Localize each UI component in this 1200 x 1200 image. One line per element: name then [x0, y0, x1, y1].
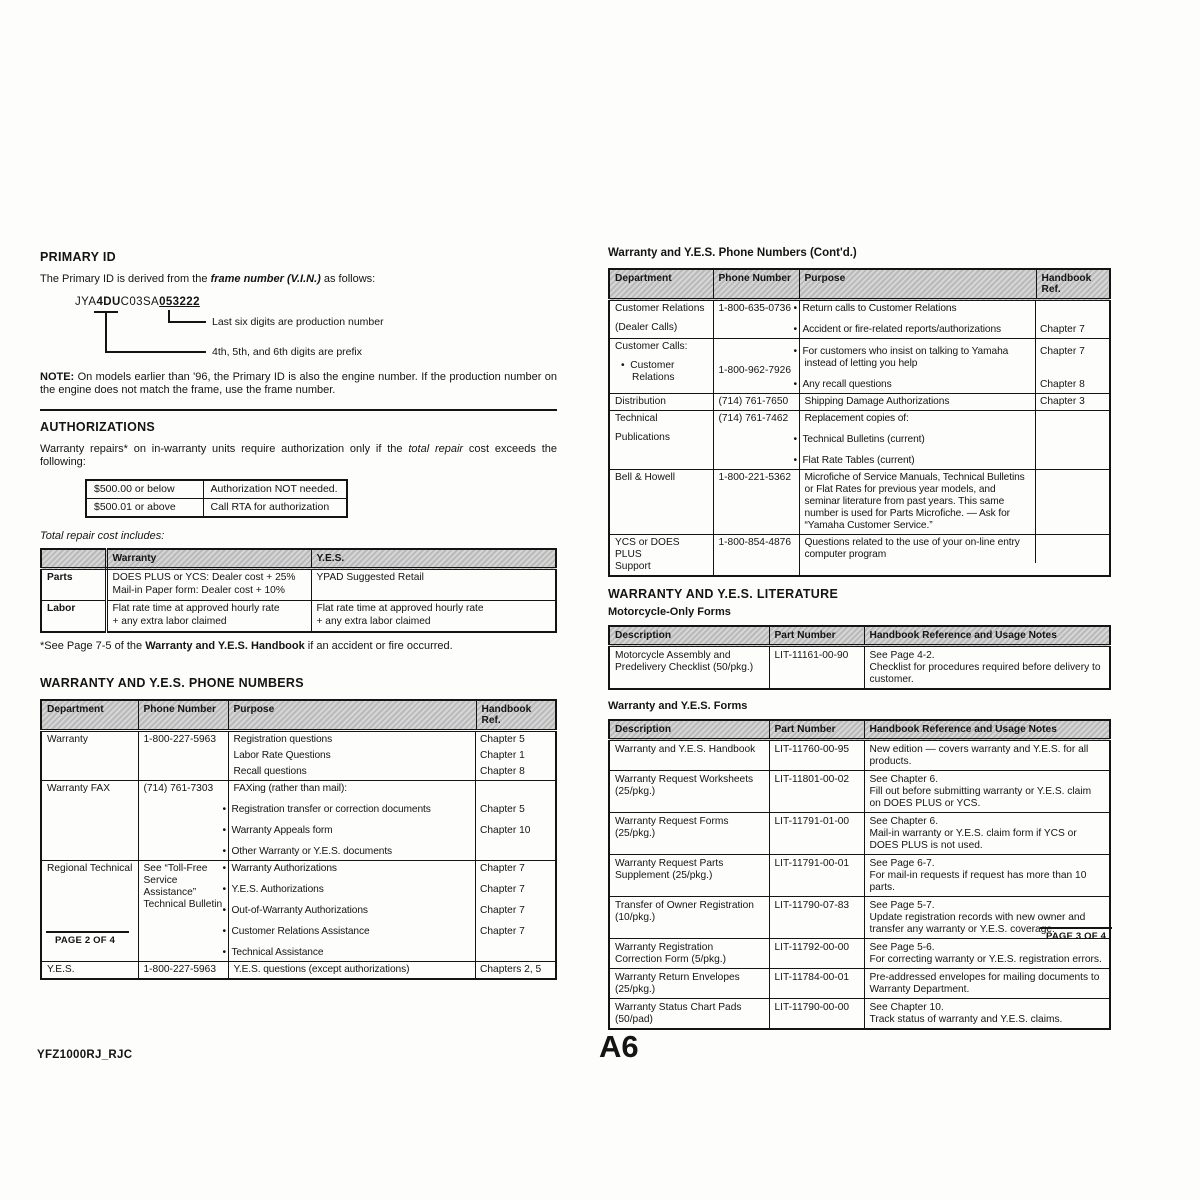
cell-line: Transfer of Owner Registration [615, 899, 754, 911]
purpose-ref-line [229, 748, 556, 764]
table-row [609, 969, 1110, 999]
purpose-text: Replacement copies of: [804, 413, 909, 424]
notes-cell [864, 855, 1110, 897]
cell-line: For mail-in requests if request has more than 10 parts. [869, 869, 1087, 893]
footer-rule-right [1040, 927, 1112, 929]
purpose-ref-line [800, 317, 1110, 338]
description-cell [609, 969, 769, 999]
vin-segment: JYA [75, 295, 97, 308]
document-code: YFZ1000RJ_RJC [37, 1049, 133, 1061]
warranty-forms-heading: Warranty and Y.E.S. Forms [608, 700, 748, 712]
cell-line: Flat rate time at approved hourly rate [112, 603, 280, 614]
page-number-right: PAGE 3 OF 4 [1046, 931, 1107, 942]
department-bullet: • Customer Relations [615, 360, 708, 384]
primary-id-note [40, 371, 557, 398]
notes-cell [864, 969, 1110, 999]
purpose-bullet: • Any recall questions [800, 372, 1036, 393]
part-number: LIT-11791-00-01 [769, 855, 864, 897]
cell-line: YPAD Suggested Retail [316, 572, 424, 583]
table-row [41, 860, 556, 961]
description-cell [609, 999, 769, 1030]
handbook-ref [475, 781, 555, 797]
table-row [609, 394, 1110, 411]
table-row [609, 470, 1110, 535]
department: Y.E.S. [47, 963, 75, 975]
description-cell [609, 939, 769, 969]
col-header-purpose: Purpose [228, 700, 476, 731]
notes-cell [864, 646, 1110, 690]
handbook-ref: Chapter 7 [475, 861, 555, 877]
auth-intro-text-end: cost exceeds the following: [40, 442, 557, 468]
col-header-description: Description [609, 720, 769, 740]
page-label: A6 [599, 1029, 639, 1064]
notes-cell [864, 813, 1110, 855]
cell-line: See Page 5-7. [869, 899, 935, 911]
department: Bell & Howell [615, 472, 676, 483]
part-number: LIT-11790-00-00 [769, 999, 864, 1030]
cell-line: + any extra labor claimed [316, 616, 431, 627]
phone-number: (714) 761-7650 [713, 394, 799, 411]
table-row [609, 646, 1110, 690]
purpose-text: Labor Rate Questions [233, 749, 331, 761]
department: Customer Relations [615, 303, 705, 314]
cell-line: Warranty Status Chart Pads [615, 1001, 742, 1013]
cell-line: Motorcycle Assembly and [615, 649, 731, 661]
threshold-action: Call RTA for authorization [203, 498, 347, 517]
primary-id-heading: PRIMARY ID [40, 250, 116, 264]
table-row [41, 730, 556, 780]
authorization-threshold-table [85, 479, 348, 518]
department-line: Support [615, 561, 651, 572]
cell-line: See Page 6-7. [869, 857, 935, 869]
left-page-column [40, 250, 557, 980]
table-row [41, 601, 556, 633]
cost-row-label: Parts [41, 569, 106, 601]
cell-line: Warranty Request Forms [615, 815, 729, 827]
frame-number-emphasis: frame number (V.I.N.) [210, 273, 321, 285]
purpose-text: Recall questions [233, 765, 307, 777]
page-number-left: PAGE 2 OF 4 [55, 935, 116, 946]
cell-line: (50/pad) [615, 1013, 653, 1025]
handbook-ref [475, 839, 555, 860]
table-row [86, 498, 347, 517]
part-number: LIT-11784-00-01 [769, 969, 864, 999]
cell-line: DOES PLUS or YCS: Dealer cost + 25% [112, 572, 296, 583]
handbook-ref [1035, 470, 1109, 534]
intro-text: The Primary ID is derived from the [40, 273, 211, 285]
motorcycle-forms-heading: Motorcycle-Only Forms [608, 606, 731, 618]
handbook-ref: Chapters 2, 5 [475, 962, 555, 978]
notes-cell [864, 740, 1110, 771]
warranty-cell [106, 601, 311, 633]
col-header-usage-notes: Handbook Reference and Usage Notes [864, 626, 1110, 646]
table-row [609, 855, 1110, 897]
motorcycle-forms-table [608, 625, 1111, 690]
cell-line: Warranty Request Parts [615, 857, 724, 869]
notes-cell [864, 771, 1110, 813]
vin-segment-production: 053222 [159, 295, 200, 308]
cell-line: See Chapter 10. [869, 1001, 944, 1013]
part-number: LIT-11161-00-90 [769, 646, 864, 690]
threshold-range: $500.01 or above [86, 498, 203, 517]
purpose-bullet: • Accident or fire-related reports/authorizations [800, 317, 1036, 338]
phone-number: 1-800-962-7926 [713, 339, 799, 394]
handbook-ref [1035, 411, 1109, 427]
handbook-title-emphasis: Warranty and Y.E.S. Handbook [145, 640, 305, 652]
table-row [609, 411, 1110, 470]
purpose-ref-line [800, 411, 1110, 427]
handbook-ref: Chapter 8 [475, 764, 555, 780]
repair-cost-table [40, 548, 557, 633]
department-line: (Dealer Calls) [615, 322, 678, 333]
purpose-ref-line [229, 940, 556, 961]
handbook-ref: Chapter 10 [475, 818, 555, 839]
purpose-bullet: • Registration transfer or correction documents [229, 797, 476, 818]
part-number: LIT-11792-00-00 [769, 939, 864, 969]
table-header-row [41, 700, 556, 731]
cell-line: (25/pkg.) [615, 827, 656, 839]
handbook-ref [1035, 535, 1109, 563]
phone-number: (714) 761-7303 [138, 780, 228, 860]
col-header-description: Description [609, 626, 769, 646]
right-page-column [608, 247, 1111, 1032]
purpose-bullet: • Return calls to Customer Relations [800, 301, 1036, 317]
purpose-text: FAXing (rather than mail): [233, 782, 347, 794]
description-cell [609, 646, 769, 690]
cell-line: Flat rate time at approved hourly rate [316, 603, 484, 614]
col-header-phone-number: Phone Number [713, 269, 799, 300]
threshold-range: $500.00 or below [86, 480, 203, 499]
cell-line: New edition — covers warranty and Y.E.S. for all products. [869, 743, 1089, 767]
purpose-ref-line [229, 898, 556, 919]
authorizations-heading: AUTHORIZATIONS [40, 419, 156, 434]
purpose-bullet: • Y.E.S. Authorizations [229, 877, 476, 898]
purpose-text: Registration questions [233, 733, 333, 745]
note-text: On models earlier than '96, the Primary ID is also the engine number. If the production number on the engine does not match the frame, use the frame number. [40, 370, 557, 396]
vin-prefix-callout: 4th, 5th, and 6th digits are prefix [212, 345, 363, 358]
purpose-text: Shipping Damage Authorizations [804, 396, 950, 407]
cell-line: See Page 5-6. [869, 941, 935, 953]
authorizations-intro [40, 443, 557, 470]
table-row [609, 535, 1110, 577]
part-number: LIT-11790-07-83 [769, 897, 864, 939]
purpose-ref-line [800, 470, 1110, 534]
section-divider [40, 409, 557, 411]
cell-line: Warranty and Y.E.S. Handbook [615, 743, 756, 755]
col-header-phone-number: Phone Number [138, 700, 228, 731]
description-cell [609, 740, 769, 771]
phone-number: (714) 761-7462 [713, 411, 799, 470]
department-line: Publications [615, 432, 670, 443]
table-row [609, 999, 1110, 1030]
table-row [609, 813, 1110, 855]
cell-line: Update registration records with new owner and transfer any warranty or Y.E.S. coverage. [869, 911, 1086, 935]
purpose-bullet: • Technical Assistance [229, 940, 476, 961]
yes-cell [311, 601, 556, 633]
vin-connector-line [105, 351, 206, 353]
literature-heading: WARRANTY AND Y.E.S. LITERATURE [608, 587, 839, 601]
purpose-bullet: • Warranty Authorizations [229, 861, 476, 877]
department: YCS or DOES PLUS [615, 537, 680, 560]
purpose-text: Microfiche of Service Manuals, Technical Bulletins or Flat Rates for previous year models, and seminar literature from past years. This same number is used for Parts Microfiche. — Ask for “Yamaha Customer Service.” [804, 472, 1025, 531]
purpose-bullet: • Technical Bulletins (current) [800, 427, 1036, 448]
purpose-bullet: • For customers who insist on talking to Yamaha instead of letting you help [800, 339, 1036, 372]
purpose-ref-line [229, 732, 556, 748]
purpose-ref-line [229, 861, 556, 877]
purpose-ref-line [229, 781, 556, 797]
handbook-ref: Chapter 7 [475, 919, 555, 940]
handbook-ref: Chapter 1 [475, 748, 555, 764]
purpose-ref-line [800, 427, 1110, 448]
cost-row-label: Labor [41, 601, 106, 633]
phone-number: See “Toll-Free Service Assistance” Technical Bulletin [138, 860, 228, 961]
purpose-ref-line [800, 372, 1110, 393]
vin-connector-line [105, 311, 107, 353]
purpose-text: Y.E.S. questions (except authorizations) [233, 963, 410, 975]
purpose-ref-line [800, 394, 1110, 410]
handbook-ref: Chapter 5 [475, 732, 555, 748]
table-row [41, 569, 556, 601]
table-row [41, 780, 556, 860]
purpose-ref-line [229, 919, 556, 940]
yes-cell [311, 569, 556, 601]
footnote [40, 640, 557, 654]
department: Warranty [47, 733, 88, 745]
phone-number: 1-800-227-5963 [138, 961, 228, 979]
phone-number: 1-800-227-5963 [138, 730, 228, 780]
department: Warranty FAX [47, 782, 111, 794]
cell-line: See Chapter 6. [869, 773, 939, 785]
footer-rule-left [46, 931, 129, 933]
purpose-bullet: • Other Warranty or Y.E.S. documents [229, 839, 476, 860]
vin-diagram [40, 296, 557, 368]
cell-line: Mail-in Paper form: Dealer cost + 10% [112, 585, 285, 596]
purpose-bullet: • Warranty Appeals form [229, 818, 476, 839]
cell-line: (25/pkg.) [615, 785, 656, 797]
department: Customer Calls: [615, 341, 688, 352]
purpose-ref-line [800, 448, 1110, 469]
notes-cell [864, 999, 1110, 1030]
col-header-usage-notes: Handbook Reference and Usage Notes [864, 720, 1110, 740]
notes-cell [864, 939, 1110, 969]
purpose-bullet: • Customer Relations Assistance [229, 919, 476, 940]
col-header-handbook-ref: Handbook Ref. [1036, 269, 1110, 300]
col-header-warranty: Warranty [106, 549, 311, 569]
cell-line: Correction Form (5/pkg.) [615, 953, 726, 965]
cost-includes-label: Total repair cost includes: [40, 529, 165, 542]
col-header-department: Department [609, 269, 713, 300]
purpose-ref-line [800, 301, 1110, 317]
phone-numbers-heading: WARRANTY AND Y.E.S. PHONE NUMBERS [40, 675, 304, 690]
auth-intro-text: Warranty repairs* on in-warranty units require authorization only if the [40, 442, 409, 455]
warranty-phone-table-contd [608, 268, 1111, 577]
cell-line: Fill out before submitting warranty or Y.E.S. claim on DOES PLUS or YCS. [869, 785, 1092, 809]
footnote-text: *See Page 7-5 of the [40, 640, 146, 652]
handbook-ref [1035, 301, 1109, 317]
purpose-ref-line [229, 797, 556, 818]
purpose-ref-line [229, 877, 556, 898]
purpose-ref-line [800, 535, 1110, 563]
footnote-text-end: if an accident or fire occurred. [304, 640, 453, 652]
part-number: LIT-11801-00-02 [769, 771, 864, 813]
department: Distribution [615, 396, 666, 407]
col-header-blank [41, 549, 106, 569]
purpose-ref-line [229, 839, 556, 860]
vin-segment: C03SA [120, 295, 160, 308]
handbook-ref: Chapter 7 [1035, 339, 1109, 372]
cell-line: (25/pkg.) [615, 983, 656, 995]
cell-line: Track status of warranty and Y.E.S. claims. [869, 1013, 1063, 1025]
table-row [41, 961, 556, 979]
purpose-ref-line [229, 764, 556, 780]
table-header-row [609, 720, 1110, 740]
phone-number: 1-800-221-5362 [713, 470, 799, 535]
description-cell [609, 897, 769, 939]
col-header-part-number: Part Number [769, 626, 864, 646]
table-row [86, 480, 347, 499]
phone-numbers-contd-heading: Warranty and Y.E.S. Phone Numbers (Cont'd.) [608, 247, 857, 259]
description-cell [609, 855, 769, 897]
handbook-ref [1035, 448, 1109, 469]
handbook-ref: Chapter 8 [1035, 372, 1109, 393]
cell-line: Mail-in warranty or Y.E.S. claim form if YCS or DOES PLUS is not used. [869, 827, 1077, 851]
table-row [609, 771, 1110, 813]
purpose-ref-line [800, 339, 1110, 372]
col-header-department: Department [41, 700, 138, 731]
cell-line: Supplement (25/pkg.) [615, 869, 713, 881]
handbook-ref: Chapter 5 [475, 797, 555, 818]
table-row [609, 300, 1110, 339]
table-row [609, 339, 1110, 394]
cell-line: + any extra labor claimed [112, 616, 227, 627]
purpose-bullet: • Out-of-Warranty Authorizations [229, 898, 476, 919]
threshold-action: Authorization NOT needed. [203, 480, 347, 499]
primary-id-intro [40, 273, 557, 287]
purpose-text: Questions related to the use of your on-line entry computer program [804, 537, 1020, 560]
col-header-part-number: Part Number [769, 720, 864, 740]
vin-production-callout: Last six digits are production number [212, 315, 384, 328]
cell-line: Pre-addressed envelopes for mailing documents to Warranty Department. [869, 971, 1100, 995]
handbook-ref [1035, 427, 1109, 448]
handbook-ref: Chapter 7 [475, 877, 555, 898]
department: Regional Technical [47, 862, 133, 874]
table-header-row [41, 549, 556, 569]
handbook-ref [475, 940, 555, 961]
vin-connector-line [168, 321, 206, 323]
cell-line: Warranty Request Worksheets [615, 773, 754, 785]
cell-line: See Page 4-2. [869, 649, 935, 661]
note-label: NOTE: [40, 370, 75, 383]
vin-segment-prefix: 4DU [96, 295, 121, 308]
phone-number: 1-800-854-4876 [713, 535, 799, 577]
col-header-yes: Y.E.S. [311, 549, 556, 569]
handbook-ref: Chapter 3 [1035, 394, 1109, 410]
description-cell [609, 813, 769, 855]
warranty-cell [106, 569, 311, 601]
cell-line: Warranty Return Envelopes [615, 971, 740, 983]
intro-text-end: as follows: [320, 273, 376, 285]
purpose-ref-line [229, 818, 556, 839]
table-header-row [609, 269, 1110, 300]
phone-number: 1-800-635-0736 [713, 300, 799, 339]
description-cell [609, 771, 769, 813]
department: Technical [615, 413, 658, 424]
handbook-ref: Chapter 7 [475, 898, 555, 919]
handbook-ref: Chapter 7 [1035, 317, 1109, 338]
table-row [609, 939, 1110, 969]
part-number: LIT-11760-00-95 [769, 740, 864, 771]
cell-line: (10/pkg.) [615, 911, 656, 923]
cell-line: Predelivery Checklist (50/pkg.) [615, 661, 754, 673]
cell-line: Checklist for procedures required before delivery to customer. [869, 661, 1101, 685]
total-repair-emphasis: total repair [408, 442, 464, 455]
cell-line: See Chapter 6. [869, 815, 939, 827]
col-header-handbook-ref: Handbook Ref. [476, 700, 556, 731]
cell-line: Warranty Registration [615, 941, 714, 953]
vin-number [75, 296, 200, 308]
purpose-bullet: • Flat Rate Tables (current) [800, 448, 1036, 469]
part-number: LIT-11791-01-00 [769, 813, 864, 855]
cell-line: For correcting warranty or Y.E.S. registration errors. [869, 953, 1102, 965]
warranty-forms-table [608, 719, 1111, 1030]
table-row [609, 740, 1110, 771]
col-header-purpose: Purpose [799, 269, 1036, 300]
table-row [609, 897, 1110, 939]
purpose-ref-line [229, 962, 556, 978]
table-header-row [609, 626, 1110, 646]
warranty-phone-table [40, 699, 557, 980]
